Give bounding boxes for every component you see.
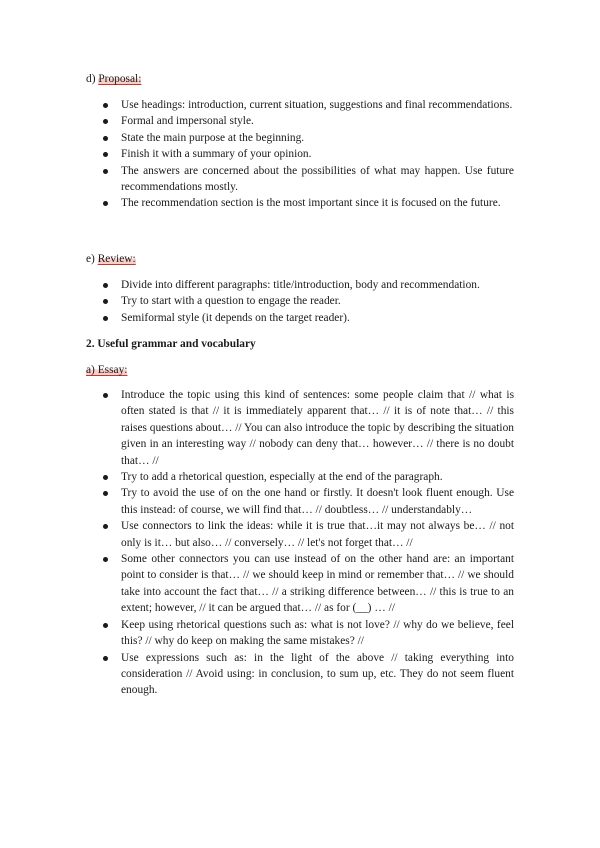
bullet-icon [103, 201, 108, 206]
list-item: Try to add a rhetorical question, especially at the end of the paragraph. [86, 469, 514, 485]
list-item: Divide into different paragraphs: title/introduction, body and recommendation. [86, 277, 514, 293]
bullet-icon [103, 557, 108, 562]
section2-title: 2. Useful grammar and vocabulary [86, 338, 256, 350]
bullet-icon [103, 169, 108, 174]
list-item: Keep using rhetorical questions such as: what is not love? // why do we believe, feel this? // why do keep on making the same mistakes? // [86, 617, 514, 650]
list-item: Some other connectors you can use instead of on the other hand are: an important point to consider is that… // we should keep in mind or remember that… // we should take into account the fact that… // a striking difference between… // this is true to an extent; however, // it can be argued that… // as for (__) … // [86, 551, 514, 617]
list-item: State the main purpose at the beginning. [86, 130, 514, 146]
review-heading [86, 251, 514, 267]
list-item: Use expressions such as: in the light of the above // taking everything into consideration // Avoid using: in conclusion, to sum up, etc. They do not seem fluent enough. [86, 650, 514, 699]
bullet-icon [103, 136, 108, 141]
proposal-section [86, 71, 514, 87]
proposal-heading [86, 71, 514, 87]
list-item: Finish it with a summary of your opinion. [86, 146, 514, 162]
bullet-icon [103, 316, 108, 321]
essay-title: a) Essay: [86, 364, 128, 376]
list-item: Semiformal style (it depends on the target reader). [86, 310, 514, 326]
bullet-icon [103, 491, 108, 496]
proposal-title: Proposal: [98, 73, 142, 85]
bullet-icon [103, 299, 108, 304]
essay-section [86, 362, 514, 378]
bullet-icon [103, 152, 108, 157]
list-item: Try to start with a question to engage the reader. [86, 293, 514, 309]
list-item: Use headings: introduction, current situation, suggestions and final recommendations. [86, 97, 514, 113]
list-item: Try to avoid the use of on the one hand or firstly. It doesn't look fluent enough. Use this instead: of course, we will find that… // doubtless… // understandably… [86, 485, 514, 518]
review-section [86, 251, 514, 267]
bullet-icon [103, 283, 108, 288]
review-list [86, 277, 514, 326]
proposal-list [86, 97, 514, 212]
proposal-list-wrap [86, 97, 514, 212]
bullet-icon [103, 623, 108, 628]
section2 [86, 336, 514, 352]
bullet-icon [103, 103, 108, 108]
list-item: The recommendation section is the most important since it is focused on the future. [86, 195, 514, 211]
bullet-icon [103, 475, 108, 480]
list-item: The answers are concerned about the possibilities of what may happen. Use future recommendations mostly. [86, 163, 514, 196]
bullet-icon [103, 393, 108, 398]
list-item: Formal and impersonal style. [86, 113, 514, 129]
review-prefix: e) [86, 253, 98, 265]
list-item: Use connectors to link the ideas: while it is true that…it may not always be… // not only is it… but also… // conversely… // let's not forget that… // [86, 518, 514, 551]
bullet-icon [103, 119, 108, 124]
essay-list [86, 387, 514, 699]
bullet-icon [103, 524, 108, 529]
review-title: Review: [97, 253, 136, 265]
essay-list-wrap [86, 387, 514, 699]
review-list-wrap [86, 277, 514, 326]
list-item: Introduce the topic using this kind of sentences: some people claim that // what is often stated is that // it is immediately apparent that… // it is of note that… // this raises questions about… // You can also introduce the topic by describing the situation given in an interesting way // nobody can deny that… however… // there is no doubt that… // [86, 387, 514, 469]
essay-heading [86, 362, 514, 378]
proposal-prefix: d) [86, 73, 99, 85]
bullet-icon [103, 656, 108, 661]
